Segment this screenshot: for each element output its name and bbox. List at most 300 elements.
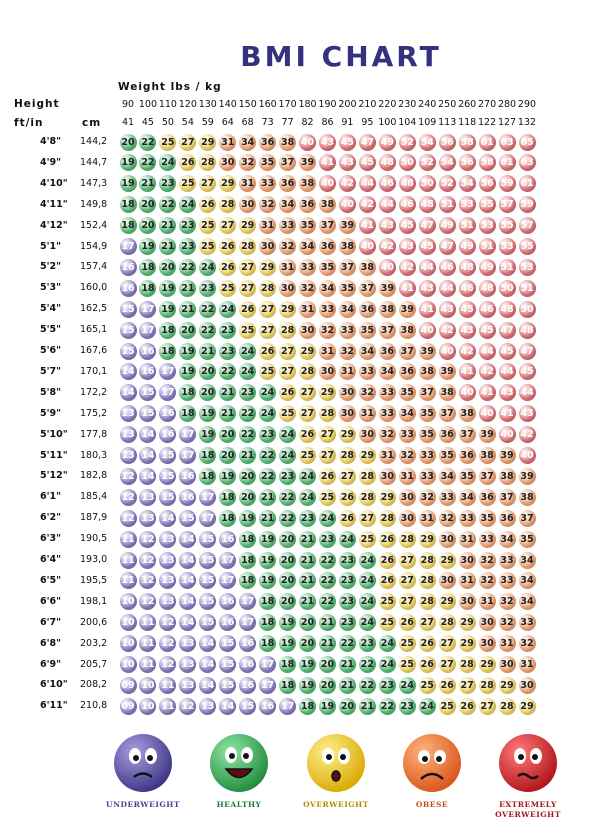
bmi-value-cell: 37 — [459, 426, 476, 443]
bmi-value-cell: 17 — [279, 698, 296, 715]
bmi-value-cell: 13 — [179, 635, 196, 652]
row-height-ftin: 5'11" — [40, 449, 68, 461]
bmi-value-cell: 17 — [139, 322, 156, 339]
bmi-value-cell: 25 — [399, 656, 416, 673]
bmi-value-cell: 33 — [279, 217, 296, 234]
bmi-value-cell: 16 — [120, 259, 137, 276]
bmi-value-cell: 29 — [359, 447, 376, 464]
bmi-value-cell: 27 — [439, 656, 456, 673]
bmi-value-cell: 27 — [239, 259, 256, 276]
row-height-cm: 190,5 — [80, 533, 108, 545]
bmi-value-cell: 36 — [439, 426, 456, 443]
row-height-ftin: 4'11" — [40, 198, 68, 210]
bmi-value-cell: 28 — [419, 552, 436, 569]
bmi-value-cell: 28 — [359, 489, 376, 506]
bmi-value-cell: 43 — [419, 280, 436, 297]
bmi-value-cell: 44 — [479, 343, 496, 360]
bmi-value-cell: 15 — [159, 447, 176, 464]
bmi-value-cell: 30 — [439, 531, 456, 548]
lbs-tick-label: 110 — [158, 99, 177, 110]
bmi-value-cell: 35 — [259, 154, 276, 171]
bmi-value-cell: 35 — [519, 531, 536, 548]
bmi-value-cell: 13 — [179, 677, 196, 694]
bmi-value-cell: 35 — [299, 217, 316, 234]
bmi-value-cell: 30 — [399, 510, 416, 527]
bmi-value-cell: 20 — [279, 593, 296, 610]
bmi-value-cell: 25 — [379, 593, 396, 610]
bmi-value-cell: 42 — [359, 196, 376, 213]
bmi-value-cell: 29 — [279, 301, 296, 318]
kg-tick-label: 95 — [361, 117, 374, 128]
bmi-value-cell: 32 — [239, 154, 256, 171]
bmi-value-cell: 26 — [339, 510, 356, 527]
bmi-value-cell: 29 — [299, 343, 316, 360]
row-height-cm: 172,2 — [80, 386, 108, 398]
kg-tick-label: 59 — [201, 117, 214, 128]
bmi-value-cell: 16 — [179, 489, 196, 506]
bmi-value-cell: 20 — [219, 447, 236, 464]
bmi-value-cell: 29 — [479, 656, 496, 673]
bmi-value-cell: 22 — [159, 196, 176, 213]
bmi-value-cell: 46 — [459, 280, 476, 297]
bmi-value-cell: 21 — [299, 572, 316, 589]
kg-tick-label: 82 — [301, 117, 314, 128]
bmi-value-cell: 16 — [159, 405, 176, 422]
lbs-tick-label: 190 — [318, 99, 337, 110]
bmi-value-cell: 55 — [519, 238, 536, 255]
bmi-value-cell: 15 — [120, 322, 137, 339]
bmi-value-cell: 18 — [239, 552, 256, 569]
row-height-ftin: 5'2" — [40, 261, 62, 273]
bmi-value-cell: 29 — [339, 426, 356, 443]
bmi-value-cell: 19 — [299, 677, 316, 694]
bmi-value-cell: 23 — [319, 531, 336, 548]
row-height-cm: 185,4 — [80, 491, 108, 503]
bmi-value-cell: 19 — [139, 238, 156, 255]
bmi-value-cell: 14 — [199, 635, 216, 652]
bmi-value-cell: 17 — [120, 238, 137, 255]
row-height-cm: 165,1 — [80, 324, 108, 336]
bmi-value-cell: 35 — [319, 259, 336, 276]
bmi-value-cell: 23 — [339, 614, 356, 631]
bmi-value-cell: 37 — [279, 154, 296, 171]
kg-tick-label: 73 — [261, 117, 274, 128]
bmi-value-cell: 27 — [179, 134, 196, 151]
bmi-value-cell: 18 — [159, 343, 176, 360]
kg-tick-label: 91 — [341, 117, 354, 128]
row-height-cm: 195,5 — [80, 574, 108, 586]
row-height-ftin: 6'2" — [40, 512, 62, 524]
bmi-value-cell: 26 — [259, 343, 276, 360]
row-height-cm: 180,3 — [80, 449, 108, 461]
row-height-cm: 203,2 — [80, 637, 108, 649]
kg-tick-label: 118 — [458, 117, 477, 128]
bmi-value-cell: 16 — [139, 363, 156, 380]
bmi-value-cell: 17 — [179, 447, 196, 464]
bmi-value-cell: 12 — [159, 656, 176, 673]
bmi-value-cell: 17 — [179, 426, 196, 443]
row-height-ftin: 5'8" — [40, 386, 62, 398]
bmi-value-cell: 14 — [120, 384, 137, 401]
bmi-value-cell: 31 — [319, 343, 336, 360]
bmi-value-cell: 23 — [359, 635, 376, 652]
bmi-value-cell: 15 — [219, 635, 236, 652]
bmi-value-cell: 31 — [419, 510, 436, 527]
bmi-value-cell: 51 — [459, 217, 476, 234]
row-height-cm: 154,9 — [80, 240, 108, 252]
bmi-value-cell: 11 — [139, 614, 156, 631]
bmi-value-cell: 32 — [479, 572, 496, 589]
row-height-ftin: 6'1" — [40, 491, 62, 503]
bmi-value-cell: 12 — [159, 614, 176, 631]
kg-tick-label: 86 — [321, 117, 334, 128]
bmi-value-cell: 25 — [399, 635, 416, 652]
row-height-ftin: 6'8" — [40, 637, 62, 649]
bmi-value-cell: 22 — [239, 426, 256, 443]
bmi-value-cell: 32 — [519, 635, 536, 652]
bmi-value-cell: 23 — [259, 426, 276, 443]
bmi-value-cell: 20 — [219, 426, 236, 443]
row-height-cm: 205,7 — [80, 658, 108, 670]
bmi-value-cell: 33 — [479, 531, 496, 548]
bmi-value-cell: 33 — [379, 405, 396, 422]
bmi-value-cell: 12 — [159, 635, 176, 652]
bmi-value-cell: 13 — [120, 405, 137, 422]
bmi-value-cell: 30 — [399, 489, 416, 506]
bmi-value-cell: 20 — [319, 677, 336, 694]
bmi-value-cell: 24 — [299, 489, 316, 506]
bmi-value-cell: 14 — [179, 552, 196, 569]
lbs-tick-label: 180 — [298, 99, 317, 110]
bmi-value-cell: 26 — [319, 468, 336, 485]
lbs-tick-label: 250 — [438, 99, 457, 110]
bmi-value-cell: 14 — [139, 468, 156, 485]
row-height-cm: 149,8 — [80, 198, 108, 210]
bmi-value-cell: 33 — [419, 468, 436, 485]
bmi-value-cell: 36 — [359, 301, 376, 318]
bmi-value-cell: 25 — [279, 405, 296, 422]
bmi-value-cell: 18 — [179, 405, 196, 422]
bmi-value-cell: 27 — [319, 426, 336, 443]
bmi-value-cell: 32 — [479, 552, 496, 569]
bmi-value-cell: 28 — [499, 698, 516, 715]
bmi-value-cell: 21 — [299, 552, 316, 569]
bmi-value-cell: 16 — [159, 426, 176, 443]
row-height-ftin: 6'9" — [40, 658, 62, 670]
bmi-value-cell: 31 — [519, 656, 536, 673]
bmi-value-cell: 21 — [159, 238, 176, 255]
bmi-value-cell: 24 — [359, 614, 376, 631]
bmi-value-cell: 31 — [239, 175, 256, 192]
bmi-value-cell: 24 — [279, 447, 296, 464]
bmi-value-cell: 41 — [359, 217, 376, 234]
bmi-value-cell: 38 — [339, 238, 356, 255]
bmi-value-cell: 28 — [319, 405, 336, 422]
bmi-value-cell: 35 — [479, 510, 496, 527]
bmi-value-cell: 19 — [279, 635, 296, 652]
bmi-value-cell: 14 — [199, 656, 216, 673]
row-height-ftin: 6'11" — [40, 700, 68, 712]
bmi-value-cell: 34 — [519, 593, 536, 610]
bmi-value-cell: 39 — [339, 217, 356, 234]
bmi-value-cell: 48 — [519, 322, 536, 339]
bmi-value-cell: 28 — [479, 677, 496, 694]
bmi-value-cell: 11 — [120, 552, 137, 569]
row-height-ftin: 5'1" — [40, 240, 62, 252]
lbs-tick-label: 120 — [178, 99, 197, 110]
bmi-value-cell: 14 — [219, 698, 236, 715]
bmi-value-cell: 19 — [259, 572, 276, 589]
bmi-value-cell: 10 — [120, 656, 137, 673]
row-height-cm: 152,4 — [80, 219, 108, 231]
bmi-value-cell: 14 — [159, 510, 176, 527]
bmi-value-cell: 34 — [439, 468, 456, 485]
bmi-value-cell: 31 — [499, 635, 516, 652]
bmi-value-cell: 50 — [499, 280, 516, 297]
bmi-value-cell: 17 — [199, 510, 216, 527]
kg-tick-label: 122 — [478, 117, 497, 128]
bmi-value-cell: 39 — [519, 468, 536, 485]
bmi-value-cell: 17 — [239, 614, 256, 631]
bmi-value-cell: 28 — [279, 322, 296, 339]
bmi-value-cell: 25 — [359, 531, 376, 548]
bmi-value-cell: 27 — [279, 343, 296, 360]
row-height-cm: 182,8 — [80, 470, 108, 482]
bmi-value-cell: 30 — [339, 384, 356, 401]
bmi-value-cell: 56 — [439, 134, 456, 151]
kg-tick-label: 127 — [497, 117, 517, 128]
bmi-value-cell: 43 — [439, 301, 456, 318]
bmi-value-cell: 24 — [179, 196, 196, 213]
bmi-value-cell: 33 — [519, 614, 536, 631]
bmi-value-cell: 41 — [399, 280, 416, 297]
lbs-tick-label: 260 — [458, 99, 477, 110]
bmi-value-cell: 15 — [139, 405, 156, 422]
bmi-value-cell: 28 — [419, 572, 436, 589]
bmi-value-cell: 21 — [159, 217, 176, 234]
bmi-value-cell: 22 — [139, 134, 156, 151]
bmi-value-cell: 30 — [299, 322, 316, 339]
row-height-ftin: 4'9" — [40, 156, 62, 168]
bmi-value-cell: 27 — [259, 322, 276, 339]
bmi-value-cell: 42 — [339, 175, 356, 192]
bmi-value-cell: 22 — [259, 447, 276, 464]
bmi-value-cell: 45 — [519, 363, 536, 380]
row-height-ftin: 6'10" — [40, 679, 68, 691]
bmi-value-cell: 17 — [139, 301, 156, 318]
bmi-value-cell: 18 — [219, 489, 236, 506]
legend-label-extremely-overweight: EXTREMELY OVERWEIGHT — [495, 800, 561, 819]
bmi-value-cell: 34 — [399, 405, 416, 422]
bmi-value-cell: 18 — [259, 635, 276, 652]
bmi-value-cell: 24 — [199, 259, 216, 276]
bmi-value-cell: 27 — [419, 614, 436, 631]
bmi-value-cell: 18 — [120, 196, 137, 213]
row-height-cm: 208,2 — [80, 679, 108, 691]
bmi-value-cell: 24 — [359, 552, 376, 569]
bmi-value-cell: 52 — [419, 154, 436, 171]
bmi-value-cell: 15 — [199, 593, 216, 610]
lbs-tick-label: 90 — [121, 99, 135, 110]
bmi-value-cell: 28 — [439, 614, 456, 631]
bmi-value-cell: 25 — [219, 280, 236, 297]
bmi-value-cell: 30 — [459, 593, 476, 610]
bmi-value-cell: 27 — [299, 384, 316, 401]
bmi-value-cell: 14 — [199, 677, 216, 694]
bmi-value-cell: 26 — [419, 656, 436, 673]
bmi-value-cell: 34 — [339, 301, 356, 318]
bmi-value-cell: 25 — [199, 238, 216, 255]
bmi-value-cell: 41 — [419, 301, 436, 318]
bmi-value-cell: 56 — [479, 175, 496, 192]
bmi-value-cell: 34 — [319, 280, 336, 297]
bmi-value-cell: 24 — [279, 426, 296, 443]
bmi-value-cell: 20 — [159, 259, 176, 276]
bmi-value-cell: 29 — [419, 531, 436, 548]
bmi-value-cell: 24 — [299, 468, 316, 485]
bmi-value-cell: 22 — [279, 489, 296, 506]
lbs-tick-label: 220 — [378, 99, 397, 110]
bmi-value-cell: 15 — [179, 510, 196, 527]
row-height-cm: 210,8 — [80, 700, 108, 712]
bmi-value-cell: 18 — [139, 259, 156, 276]
bmi-value-cell: 12 — [139, 593, 156, 610]
bmi-value-cell: 24 — [319, 510, 336, 527]
bmi-value-cell: 24 — [419, 698, 436, 715]
row-height-ftin: 5'3" — [40, 282, 62, 294]
row-height-cm: 162,5 — [80, 303, 108, 315]
bmi-value-cell: 28 — [219, 196, 236, 213]
bmi-value-cell: 28 — [359, 468, 376, 485]
bmi-value-cell: 14 — [179, 614, 196, 631]
bmi-value-cell: 46 — [479, 301, 496, 318]
lbs-tick-label: 270 — [478, 99, 497, 110]
bmi-value-cell: 18 — [239, 531, 256, 548]
bmi-value-cell: 49 — [379, 134, 396, 151]
bmi-value-cell: 45 — [419, 238, 436, 255]
bmi-value-cell: 56 — [459, 154, 476, 171]
bmi-value-cell: 29 — [199, 134, 216, 151]
lbs-tick-label: 210 — [358, 99, 377, 110]
bmi-value-cell: 45 — [359, 154, 376, 171]
lbs-tick-label: 160 — [258, 99, 277, 110]
bmi-value-cell: 65 — [519, 134, 536, 151]
bmi-value-cell: 39 — [379, 280, 396, 297]
row-height-ftin: 5'9" — [40, 407, 62, 419]
bmi-value-cell: 29 — [239, 217, 256, 234]
bmi-value-cell: 53 — [459, 196, 476, 213]
bmi-value-cell: 19 — [159, 301, 176, 318]
bmi-value-cell: 52 — [399, 134, 416, 151]
row-height-ftin: 6'5" — [40, 574, 62, 586]
bmi-value-cell: 24 — [379, 656, 396, 673]
bmi-value-cell: 43 — [339, 154, 356, 171]
bmi-value-cell: 09 — [120, 677, 137, 694]
row-height-ftin: 4'10" — [40, 177, 68, 189]
bmi-value-cell: 38 — [319, 196, 336, 213]
bmi-value-cell: 34 — [519, 552, 536, 569]
bmi-value-cell: 14 — [179, 572, 196, 589]
bmi-value-cell: 15 — [199, 614, 216, 631]
bmi-value-cell: 20 — [339, 698, 356, 715]
bmi-value-cell: 15 — [199, 572, 216, 589]
bmi-value-cell: 31 — [279, 259, 296, 276]
bmi-value-cell: 38 — [379, 301, 396, 318]
bmi-value-cell: 44 — [359, 175, 376, 192]
bmi-value-cell: 23 — [279, 468, 296, 485]
bmi-value-cell: 54 — [459, 175, 476, 192]
bmi-value-cell: 12 — [139, 531, 156, 548]
bmi-value-cell: 31 — [399, 468, 416, 485]
row-height-cm: 157,4 — [80, 261, 108, 273]
bmi-value-cell: 21 — [339, 677, 356, 694]
bmi-value-cell: 21 — [319, 635, 336, 652]
bmi-value-cell: 36 — [499, 510, 516, 527]
bmi-value-cell: 36 — [379, 343, 396, 360]
bmi-value-cell: 42 — [519, 426, 536, 443]
bmi-value-cell: 25 — [159, 134, 176, 151]
bmi-value-cell: 53 — [479, 217, 496, 234]
kg-tick-label: 50 — [161, 117, 174, 128]
bmi-value-cell: 30 — [439, 572, 456, 589]
bmi-value-cell: 17 — [199, 489, 216, 506]
bmi-value-cell: 15 — [199, 552, 216, 569]
bmi-value-cell: 22 — [319, 593, 336, 610]
row-height-cm: 160,0 — [80, 282, 108, 294]
bmi-value-cell: 25 — [299, 447, 316, 464]
bmi-value-cell: 13 — [120, 426, 137, 443]
bmi-value-cell: 24 — [359, 572, 376, 589]
bmi-value-cell: 32 — [359, 384, 376, 401]
bmi-value-cell: 19 — [179, 363, 196, 380]
bmi-value-cell: 31 — [359, 405, 376, 422]
bmi-value-cell: 20 — [239, 468, 256, 485]
bmi-value-cell: 18 — [259, 614, 276, 631]
bmi-value-cell: 18 — [199, 468, 216, 485]
kg-tick-label: 64 — [221, 117, 234, 128]
bmi-value-cell: 17 — [239, 593, 256, 610]
bmi-value-cell: 30 — [259, 238, 276, 255]
bmi-value-cell: 55 — [479, 196, 496, 213]
bmi-value-cell: 38 — [399, 322, 416, 339]
lbs-tick-label: 100 — [138, 99, 157, 110]
bmi-value-cell: 43 — [399, 238, 416, 255]
bmi-value-cell: 57 — [519, 217, 536, 234]
bmi-value-cell: 22 — [139, 154, 156, 171]
row-height-ftin: 6'6" — [40, 595, 62, 607]
bmi-value-cell: 34 — [499, 531, 516, 548]
bmi-value-cell: 23 — [219, 322, 236, 339]
bmi-value-cell: 30 — [519, 677, 536, 694]
lbs-tick-label: 230 — [398, 99, 417, 110]
row-height-cm: 167,6 — [80, 345, 108, 356]
bmi-value-cell: 44 — [519, 384, 536, 401]
kg-tick-label: 113 — [438, 117, 457, 128]
bmi-value-cell: 30 — [379, 468, 396, 485]
bmi-value-cell: 37 — [419, 384, 436, 401]
bmi-value-cell: 15 — [139, 384, 156, 401]
bmi-value-cell: 38 — [299, 175, 316, 192]
row-height-ftin: 6'4" — [40, 554, 62, 565]
bmi-value-cell: 29 — [519, 698, 536, 715]
bmi-value-cell: 45 — [499, 343, 516, 360]
bmi-value-cell: 33 — [499, 552, 516, 569]
bmi-value-cell: 40 — [359, 238, 376, 255]
row-height-ftin: 5'4" — [40, 303, 62, 315]
bmi-value-cell: 13 — [139, 489, 156, 506]
weight-axis-label: Weight lbs / kg — [118, 81, 222, 93]
overweight-face-icon — [305, 732, 367, 798]
